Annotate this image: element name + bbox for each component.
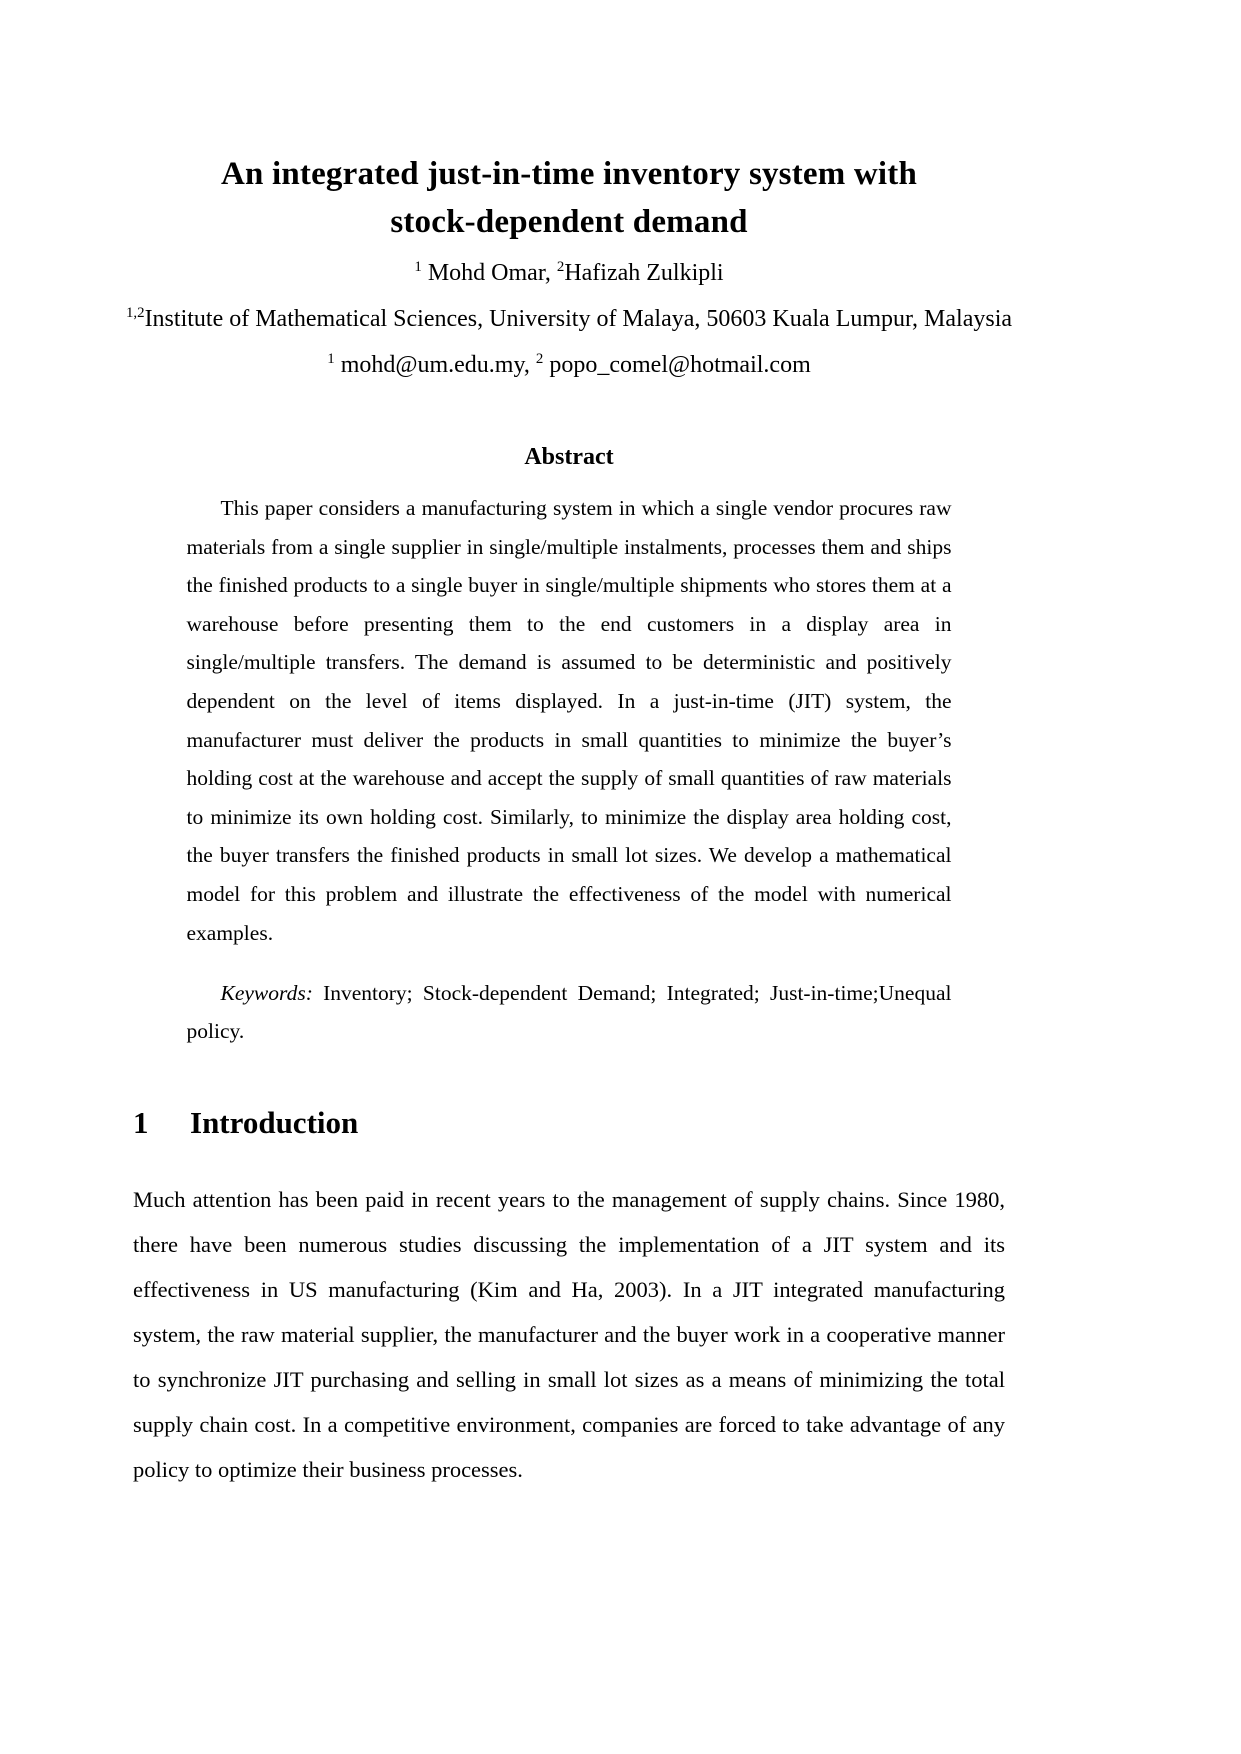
affiliation-superscript: 1,2 xyxy=(125,305,145,321)
section-1-number: 1 xyxy=(133,1104,149,1140)
section-1-heading xyxy=(133,1105,1005,1141)
email-line xyxy=(133,350,1005,380)
author-2-superscript: 2 xyxy=(556,259,565,275)
section-1-title: Introduction xyxy=(190,1104,359,1140)
email-1-superscript: 1 xyxy=(327,351,335,367)
text-column xyxy=(125,0,1013,1492)
author-1-name: Mohd Omar, xyxy=(421,260,557,286)
section-1-paragraph: Much attention has been paid in recent years to the management of supply chains. Since 1980, there have been numerous studies discussing the implementation of a JIT system and its effectiveness in US manufacturing (Kim and Ha, 2003). In a JIT integrated manufacturing system, the raw material supplier, the manufacturer and the buyer work in a cooperative manner to synchronize JIT purchasing and selling in small lot sizes as a means of minimizing the total supply chain cost. In a competitive environment, companies are forced to take advantage of any policy to optimize their business processes. xyxy=(133,1186,1005,1482)
authors-line xyxy=(133,258,1005,288)
email-1-address: mohd@um.edu.my, xyxy=(334,352,536,378)
paper-title-line-1: An integrated just-in-time inventory system with xyxy=(220,156,918,192)
author-2-name: Hafizah Zulkipli xyxy=(564,260,724,286)
abstract-heading: Abstract xyxy=(524,444,614,470)
keywords-label: Keywords: xyxy=(220,980,313,1005)
abstract-body: This paper considers a manufacturing system in which a single vendor procures raw materials from a single supplier in single/multiple instalments, processes them and ships the finished products to a single buyer in single/multiple shipments who stores them at a warehouse before presenting them to the end customers in a display area in single/multiple transfers. The demand is assumed to be deterministic and positively dependent on the level of items displayed. In a just-in-time (JIT) system, the manufacturer must deliver the products in small quantities to minimize the buyer’s holding cost at the warehouse and accept the supply of small quantities of raw materials to minimize its own holding cost. Similarly, to minimize the display area holding cost, the buyer transfers the finished products in small lot sizes. We develop a mathematical model for this problem and illustrate the effectiveness of the model with numerical examples. xyxy=(186,496,952,945)
email-2-address: popo_comel@hotmail.com xyxy=(543,352,811,378)
keywords-paragraph xyxy=(187,974,952,1051)
affiliation-line xyxy=(78,304,1060,334)
abstract-section xyxy=(187,444,952,1051)
title-block xyxy=(133,0,1005,246)
author-1-superscript: 1 xyxy=(414,259,422,275)
keywords-text: Inventory; Stock-dependent Demand; Integrated; Just-in-time;Unequal policy. xyxy=(186,980,952,1044)
paper-title-line-2: stock-dependent demand xyxy=(390,204,748,240)
email-2-superscript: 2 xyxy=(535,351,544,367)
affiliation-text: Institute of Mathematical Sciences, University of Malaya, 50603 Kuala Lumpur, Malaysia xyxy=(144,306,1013,332)
